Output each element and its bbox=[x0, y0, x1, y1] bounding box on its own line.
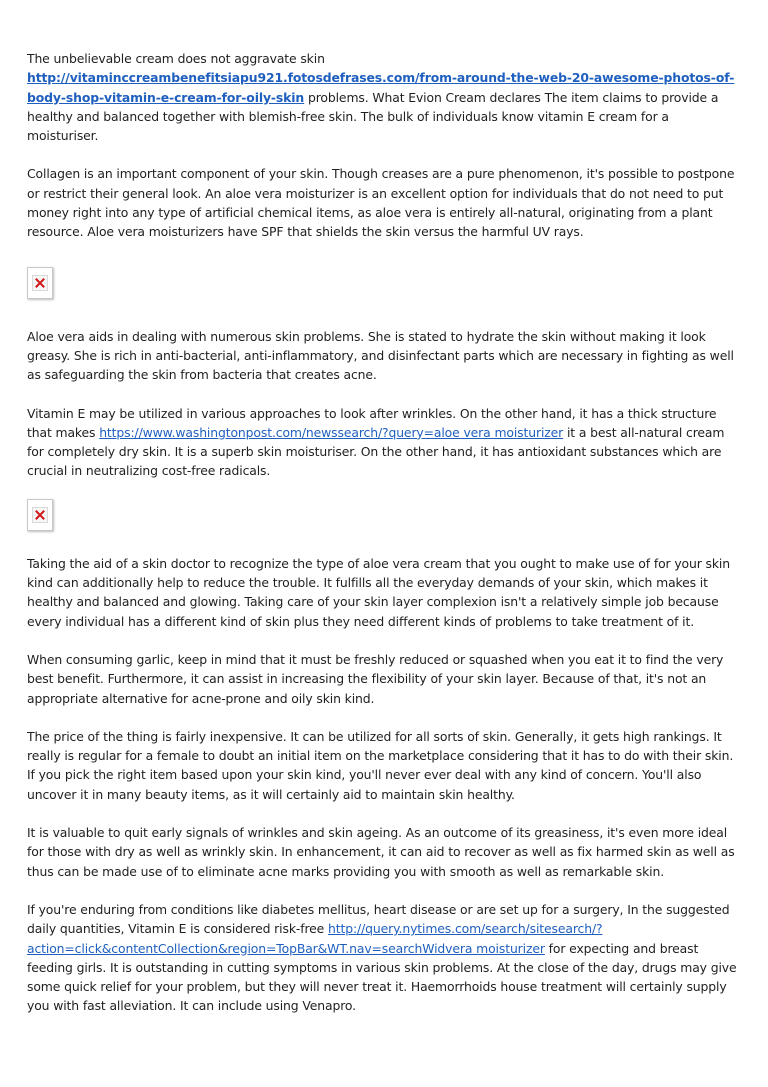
broken-image-x-icon bbox=[32, 275, 48, 291]
paragraph-4 bbox=[27, 404, 743, 481]
paragraph-4-text-end: it a best all-natural cream for completely dry skin. It is a superb skin moisturiser. On the other hand, it has antioxidant substances which are crucial in neutralizing cost-free radicals. bbox=[27, 424, 725, 479]
paragraph-1-text-start: The unbelievable cream does not aggravate skin bbox=[27, 51, 325, 66]
paragraph-1-text-end: problems. What Evion Cream declares The item claims to provide a healthy and balanced together with blemish-free skin. The bulk of individuals know vitamin E cream for a moisturiser. bbox=[27, 89, 719, 144]
link-vitamin-c-cream-benefits[interactable]: http://vitaminccreambenefitsiapu921.fotosdefrases.com/from-around-the-web-20-awesome-photos-of-body-shop-vitamin-e-cream-for-oily-skin bbox=[27, 70, 735, 105]
paragraph-9-text-start: If you're enduring from conditions like diabetes mellitus, heart disease or are set up for a surgery, In the suggested daily quantities, Vitamin E is considered risk-free bbox=[27, 901, 730, 937]
broken-image-x-icon bbox=[32, 507, 48, 523]
broken-image-icon bbox=[27, 499, 53, 531]
paragraph-4-text-start: Vitamin E may be utilized in various approaches to look after wrinkles. On the other hand, it has a thick structure that makes bbox=[27, 405, 717, 440]
broken-image-icon bbox=[27, 267, 53, 299]
paragraph-9 bbox=[27, 900, 743, 1016]
paragraph-1 bbox=[27, 49, 743, 145]
paragraph-5: Taking the aid of a skin doctor to recognize the type of aloe vera cream that you ought to make use of for your skin kind can additionally help to reduce the trouble. It fulfills all the everyday demands of your skin, which makes it healthy and balanced and glowing. Taking care of your skin layer complexion isn't a relatively simple job because every individual has a different kind of skin plus they need different kinds of problems to take treatment of it. bbox=[27, 555, 730, 629]
link-washington-post-search[interactable]: https://www.washingtonpost.com/newssearch/?query=aloe vera moisturizer bbox=[99, 424, 564, 440]
paragraph-8: It is valuable to quit early signals of wrinkles and skin ageing. As an outcome of its greasiness, it's even more ideal for those with dry as well as wrinkly skin. In enhancement, it can aid to recover as well as fix harmed skin as well as thus can be made use of to eliminate acne marks providing you with smooth as well as remarkable skin. bbox=[27, 825, 735, 879]
paragraph-9-text-end: for expecting and breast feeding girls. It is outstanding in cutting symptoms in various skin problems. At the close of the day, drugs may give some quick relief for your problem, but they will never treat it. Haemorrhoids house treatment will certainly supply you with fast alleviation. It can include using Venapro. bbox=[27, 940, 737, 1014]
paragraph-2: Collagen is an important component of your skin. Though creases are a pure phenomenon, it's possible to postpone or restrict their general look. An aloe vera moisturizer is an excellent option for individuals that do not need to put money right into any type of artificial chemical items, as aloe vera is entirely all-natural, originating from a plant resource. Aloe vera moisturizers have SPF that shields the skin versus the harmful UV rays. bbox=[27, 166, 735, 240]
paragraph-6: When consuming garlic, keep in mind that it must be freshly reduced or squashed when you eat it to find the very best benefit. Furthermore, it can assist in increasing the flexibility of your skin layer. Because of that, it's not an appropriate alternative for acne-prone and oily skin kind. bbox=[27, 651, 724, 706]
paragraph-7: The price of the thing is fairly inexpensive. It can be utilized for all sorts of skin. Generally, it gets high rankings. It really is regular for a female to doubt an initial item on the marketplace considering that it has to do with their skin. If you pick the right item based upon your skin kind, you'll never ever deal with any kind of concern. You'll also uncover it in many beauty items, as it will certainly aid to maintain skin healthy. bbox=[27, 728, 734, 802]
link-nytimes-search[interactable]: http://query.nytimes.com/search/sitesearch/?action=click&contentCollection&region=TopBar&WT.nav=searchWidvera moisturizer bbox=[27, 921, 603, 956]
paragraph-3: Aloe vera aids in dealing with numerous skin problems. She is stated to hydrate the skin without making it look greasy. She is rich in anti-bacterial, anti-inflammatory, and disinfectant parts which are necessary in fighting as well as safeguarding the skin from bacteria that creates acne. bbox=[27, 328, 734, 383]
document-body bbox=[27, 49, 743, 1016]
